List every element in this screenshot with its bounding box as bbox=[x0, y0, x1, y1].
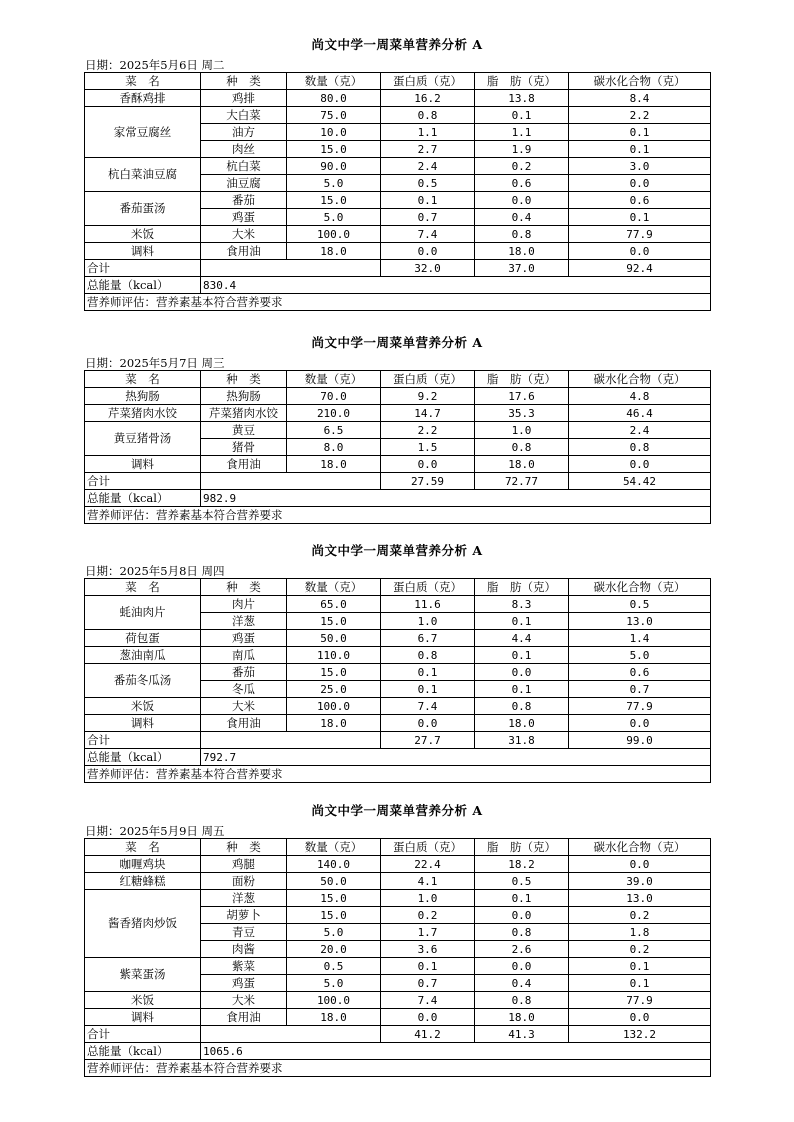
quantity-cell: 18.0 bbox=[287, 715, 381, 732]
quantity-cell: 15.0 bbox=[287, 907, 381, 924]
carb-cell: 13.0 bbox=[569, 890, 711, 907]
total-carb: 132.2 bbox=[569, 1026, 711, 1043]
carb-cell: 5.0 bbox=[569, 647, 711, 664]
column-header: 碳水化合物（克） bbox=[569, 839, 711, 856]
fat-cell: 0.1 bbox=[475, 890, 569, 907]
ingredient-cell: 芹菜猪肉水饺 bbox=[201, 405, 287, 422]
carb-cell: 0.1 bbox=[569, 975, 711, 992]
quantity-cell: 25.0 bbox=[287, 681, 381, 698]
quantity-cell: 70.0 bbox=[287, 388, 381, 405]
carb-cell: 0.1 bbox=[569, 209, 711, 226]
protein-cell: 22.4 bbox=[381, 856, 475, 873]
energy-row bbox=[85, 490, 711, 507]
dish-name-cell: 紫菜蛋汤 bbox=[85, 958, 201, 992]
fat-cell: 0.8 bbox=[475, 226, 569, 243]
carb-cell: 0.6 bbox=[569, 664, 711, 681]
table-row bbox=[85, 192, 711, 209]
carb-cell: 0.8 bbox=[569, 439, 711, 456]
total-fat: 37.0 bbox=[475, 260, 569, 277]
table-row bbox=[85, 647, 711, 664]
dish-name-cell: 香酥鸡排 bbox=[85, 90, 201, 107]
protein-cell: 7.4 bbox=[381, 226, 475, 243]
column-header: 蛋白质（克） bbox=[381, 839, 475, 856]
protein-cell: 0.0 bbox=[381, 456, 475, 473]
table-row bbox=[85, 596, 711, 613]
total-fat: 72.77 bbox=[475, 473, 569, 490]
carb-cell: 0.2 bbox=[569, 907, 711, 924]
fat-cell: 35.3 bbox=[475, 405, 569, 422]
nutrition-table bbox=[84, 72, 711, 311]
quantity-cell: 18.0 bbox=[287, 1009, 381, 1026]
quantity-cell: 90.0 bbox=[287, 158, 381, 175]
ingredient-cell: 鸡腿 bbox=[201, 856, 287, 873]
menu-section bbox=[84, 542, 710, 783]
assessment-row bbox=[85, 1060, 711, 1077]
quantity-cell: 5.0 bbox=[287, 209, 381, 226]
total-protein: 27.7 bbox=[381, 732, 475, 749]
dish-name-cell: 杭白菜油豆腐 bbox=[85, 158, 201, 192]
ingredient-cell: 大米 bbox=[201, 226, 287, 243]
ingredient-cell: 胡萝卜 bbox=[201, 907, 287, 924]
quantity-cell: 5.0 bbox=[287, 975, 381, 992]
quantity-cell: 210.0 bbox=[287, 405, 381, 422]
total-empty-cell bbox=[201, 1026, 381, 1043]
fat-cell: 1.1 bbox=[475, 124, 569, 141]
fat-cell: 18.0 bbox=[475, 1009, 569, 1026]
table-header-row bbox=[85, 371, 711, 388]
carb-cell: 8.4 bbox=[569, 90, 711, 107]
table-row bbox=[85, 992, 711, 1009]
fat-cell: 0.1 bbox=[475, 647, 569, 664]
section-title: 尚文中学一周菜单营养分析 A bbox=[311, 803, 483, 818]
nutritionist-assessment: 营养师评估：营养素基本符合营养要求 bbox=[85, 1060, 711, 1077]
fat-cell: 0.8 bbox=[475, 924, 569, 941]
energy-label: 总能量（kcal） bbox=[85, 490, 201, 507]
total-label: 合计 bbox=[85, 473, 201, 490]
quantity-cell: 140.0 bbox=[287, 856, 381, 873]
fat-cell: 18.2 bbox=[475, 856, 569, 873]
carb-cell: 0.1 bbox=[569, 958, 711, 975]
dish-name-cell: 芹菜猪肉水饺 bbox=[85, 405, 201, 422]
table-row bbox=[85, 456, 711, 473]
protein-cell: 0.7 bbox=[381, 209, 475, 226]
ingredient-cell: 黄豆 bbox=[201, 422, 287, 439]
ingredient-cell: 肉丝 bbox=[201, 141, 287, 158]
dish-name-cell: 米饭 bbox=[85, 992, 201, 1009]
fat-cell: 0.1 bbox=[475, 681, 569, 698]
assessment-row bbox=[85, 294, 711, 311]
dish-name-cell: 米饭 bbox=[85, 698, 201, 715]
protein-cell: 0.0 bbox=[381, 243, 475, 260]
dish-name-cell: 番茄冬瓜汤 bbox=[85, 664, 201, 698]
protein-cell: 4.1 bbox=[381, 873, 475, 890]
dish-name-cell: 调料 bbox=[85, 243, 201, 260]
total-label: 合计 bbox=[85, 1026, 201, 1043]
column-header: 碳水化合物（克） bbox=[569, 73, 711, 90]
protein-cell: 1.5 bbox=[381, 439, 475, 456]
column-header: 蛋白质（克） bbox=[381, 73, 475, 90]
fat-cell: 0.1 bbox=[475, 107, 569, 124]
column-header: 种 类 bbox=[201, 839, 287, 856]
fat-cell: 1.9 bbox=[475, 141, 569, 158]
ingredient-cell: 油方 bbox=[201, 124, 287, 141]
column-header: 蛋白质（克） bbox=[381, 371, 475, 388]
dish-name-cell: 调料 bbox=[85, 456, 201, 473]
ingredient-cell: 肉酱 bbox=[201, 941, 287, 958]
carb-cell: 2.4 bbox=[569, 422, 711, 439]
carb-cell: 1.4 bbox=[569, 630, 711, 647]
table-row bbox=[85, 715, 711, 732]
column-header: 脂 肪（克） bbox=[475, 371, 569, 388]
energy-label: 总能量（kcal） bbox=[85, 277, 201, 294]
section-date: 日期：2025年5月7日 周三 bbox=[85, 356, 225, 370]
ingredient-cell: 番茄 bbox=[201, 664, 287, 681]
quantity-cell: 15.0 bbox=[287, 141, 381, 158]
quantity-cell: 15.0 bbox=[287, 890, 381, 907]
ingredient-cell: 鸡蛋 bbox=[201, 975, 287, 992]
table-row bbox=[85, 388, 711, 405]
fat-cell: 0.8 bbox=[475, 992, 569, 1009]
protein-cell: 0.5 bbox=[381, 175, 475, 192]
dish-name-cell: 荷包蛋 bbox=[85, 630, 201, 647]
fat-cell: 0.4 bbox=[475, 975, 569, 992]
quantity-cell: 50.0 bbox=[287, 630, 381, 647]
quantity-cell: 100.0 bbox=[287, 992, 381, 1009]
carb-cell: 0.0 bbox=[569, 1009, 711, 1026]
fat-cell: 0.6 bbox=[475, 175, 569, 192]
total-carb: 92.4 bbox=[569, 260, 711, 277]
carb-cell: 0.0 bbox=[569, 715, 711, 732]
ingredient-cell: 食用油 bbox=[201, 715, 287, 732]
assessment-row bbox=[85, 766, 711, 783]
ingredient-cell: 大米 bbox=[201, 698, 287, 715]
table-row bbox=[85, 243, 711, 260]
ingredient-cell: 鸡蛋 bbox=[201, 209, 287, 226]
table-row bbox=[85, 890, 711, 907]
quantity-cell: 100.0 bbox=[287, 226, 381, 243]
dish-name-cell: 家常豆腐丝 bbox=[85, 107, 201, 158]
total-empty-cell bbox=[201, 260, 381, 277]
ingredient-cell: 洋葱 bbox=[201, 613, 287, 630]
column-header: 碳水化合物（克） bbox=[569, 371, 711, 388]
ingredient-cell: 肉片 bbox=[201, 596, 287, 613]
column-header: 碳水化合物（克） bbox=[569, 579, 711, 596]
energy-value: 792.7 bbox=[201, 749, 711, 766]
carb-cell: 0.0 bbox=[569, 175, 711, 192]
column-header: 脂 肪（克） bbox=[475, 839, 569, 856]
column-header: 种 类 bbox=[201, 371, 287, 388]
protein-cell: 0.8 bbox=[381, 647, 475, 664]
ingredient-cell: 青豆 bbox=[201, 924, 287, 941]
ingredient-cell: 食用油 bbox=[201, 456, 287, 473]
protein-cell: 11.6 bbox=[381, 596, 475, 613]
fat-cell: 18.0 bbox=[475, 715, 569, 732]
menu-section bbox=[84, 334, 710, 524]
carb-cell: 0.6 bbox=[569, 192, 711, 209]
fat-cell: 1.0 bbox=[475, 422, 569, 439]
menu-section bbox=[84, 802, 710, 1077]
table-row bbox=[85, 958, 711, 975]
nutritionist-assessment: 营养师评估：营养素基本符合营养要求 bbox=[85, 766, 711, 783]
carb-cell: 0.5 bbox=[569, 596, 711, 613]
column-header: 菜 名 bbox=[85, 73, 201, 90]
quantity-cell: 18.0 bbox=[287, 456, 381, 473]
section-date: 日期：2025年5月8日 周四 bbox=[85, 564, 225, 578]
carb-cell: 3.0 bbox=[569, 158, 711, 175]
quantity-cell: 20.0 bbox=[287, 941, 381, 958]
section-title: 尚文中学一周菜单营养分析 A bbox=[311, 37, 483, 52]
protein-cell: 7.4 bbox=[381, 992, 475, 1009]
total-row bbox=[85, 732, 711, 749]
table-header-row bbox=[85, 579, 711, 596]
carb-cell: 0.1 bbox=[569, 141, 711, 158]
protein-cell: 14.7 bbox=[381, 405, 475, 422]
section-title: 尚文中学一周菜单营养分析 A bbox=[311, 335, 483, 350]
dish-name-cell: 番茄蛋汤 bbox=[85, 192, 201, 226]
fat-cell: 13.8 bbox=[475, 90, 569, 107]
nutrition-table bbox=[84, 578, 711, 783]
quantity-cell: 15.0 bbox=[287, 613, 381, 630]
protein-cell: 2.4 bbox=[381, 158, 475, 175]
protein-cell: 0.8 bbox=[381, 107, 475, 124]
total-row bbox=[85, 260, 711, 277]
ingredient-cell: 鸡蛋 bbox=[201, 630, 287, 647]
protein-cell: 2.7 bbox=[381, 141, 475, 158]
fat-cell: 18.0 bbox=[475, 456, 569, 473]
carb-cell: 0.0 bbox=[569, 856, 711, 873]
protein-cell: 1.7 bbox=[381, 924, 475, 941]
total-empty-cell bbox=[201, 732, 381, 749]
energy-row bbox=[85, 1043, 711, 1060]
total-fat: 31.8 bbox=[475, 732, 569, 749]
energy-label: 总能量（kcal） bbox=[85, 749, 201, 766]
quantity-cell: 18.0 bbox=[287, 243, 381, 260]
protein-cell: 1.0 bbox=[381, 890, 475, 907]
fat-cell: 0.0 bbox=[475, 958, 569, 975]
protein-cell: 3.6 bbox=[381, 941, 475, 958]
protein-cell: 0.1 bbox=[381, 958, 475, 975]
ingredient-cell: 猪骨 bbox=[201, 439, 287, 456]
ingredient-cell: 杭白菜 bbox=[201, 158, 287, 175]
carb-cell: 77.9 bbox=[569, 226, 711, 243]
total-protein: 41.2 bbox=[381, 1026, 475, 1043]
fat-cell: 0.8 bbox=[475, 698, 569, 715]
total-carb: 99.0 bbox=[569, 732, 711, 749]
table-row bbox=[85, 405, 711, 422]
dish-name-cell: 葱油南瓜 bbox=[85, 647, 201, 664]
table-row bbox=[85, 1009, 711, 1026]
total-label: 合计 bbox=[85, 260, 201, 277]
dish-name-cell: 红糖蜂糕 bbox=[85, 873, 201, 890]
protein-cell: 7.4 bbox=[381, 698, 475, 715]
quantity-cell: 5.0 bbox=[287, 175, 381, 192]
quantity-cell: 75.0 bbox=[287, 107, 381, 124]
protein-cell: 0.2 bbox=[381, 907, 475, 924]
energy-label: 总能量（kcal） bbox=[85, 1043, 201, 1060]
ingredient-cell: 大白菜 bbox=[201, 107, 287, 124]
fat-cell: 4.4 bbox=[475, 630, 569, 647]
protein-cell: 1.0 bbox=[381, 613, 475, 630]
column-header: 数量（克） bbox=[287, 371, 381, 388]
column-header: 数量（克） bbox=[287, 839, 381, 856]
quantity-cell: 10.0 bbox=[287, 124, 381, 141]
ingredient-cell: 食用油 bbox=[201, 243, 287, 260]
protein-cell: 0.1 bbox=[381, 664, 475, 681]
dish-name-cell: 黄豆猪骨汤 bbox=[85, 422, 201, 456]
fat-cell: 0.0 bbox=[475, 907, 569, 924]
nutritionist-assessment: 营养师评估：营养素基本符合营养要求 bbox=[85, 294, 711, 311]
protein-cell: 0.1 bbox=[381, 192, 475, 209]
quantity-cell: 6.5 bbox=[287, 422, 381, 439]
column-header: 种 类 bbox=[201, 579, 287, 596]
table-header-row bbox=[85, 73, 711, 90]
ingredient-cell: 油豆腐 bbox=[201, 175, 287, 192]
fat-cell: 0.2 bbox=[475, 158, 569, 175]
dish-name-cell: 酱香猪肉炒饭 bbox=[85, 890, 201, 958]
carb-cell: 0.0 bbox=[569, 243, 711, 260]
ingredient-cell: 热狗肠 bbox=[201, 388, 287, 405]
quantity-cell: 5.0 bbox=[287, 924, 381, 941]
total-carb: 54.42 bbox=[569, 473, 711, 490]
table-row bbox=[85, 158, 711, 175]
dish-name-cell: 蚝油肉片 bbox=[85, 596, 201, 630]
fat-cell: 0.0 bbox=[475, 664, 569, 681]
fat-cell: 2.6 bbox=[475, 941, 569, 958]
ingredient-cell: 面粉 bbox=[201, 873, 287, 890]
total-protein: 32.0 bbox=[381, 260, 475, 277]
fat-cell: 0.4 bbox=[475, 209, 569, 226]
ingredient-cell: 洋葱 bbox=[201, 890, 287, 907]
section-date: 日期：2025年5月9日 周五 bbox=[85, 824, 225, 838]
nutritionist-assessment: 营养师评估：营养素基本符合营养要求 bbox=[85, 507, 711, 524]
column-header: 数量（克） bbox=[287, 579, 381, 596]
quantity-cell: 15.0 bbox=[287, 192, 381, 209]
nutrition-table bbox=[84, 838, 711, 1077]
protein-cell: 1.1 bbox=[381, 124, 475, 141]
energy-value: 1065.6 bbox=[201, 1043, 711, 1060]
dish-name-cell: 米饭 bbox=[85, 226, 201, 243]
protein-cell: 6.7 bbox=[381, 630, 475, 647]
fat-cell: 0.1 bbox=[475, 613, 569, 630]
fat-cell: 0.8 bbox=[475, 439, 569, 456]
section-title: 尚文中学一周菜单营养分析 A bbox=[311, 543, 483, 558]
column-header: 脂 肪（克） bbox=[475, 579, 569, 596]
assessment-row bbox=[85, 507, 711, 524]
carb-cell: 0.7 bbox=[569, 681, 711, 698]
carb-cell: 13.0 bbox=[569, 613, 711, 630]
column-header: 菜 名 bbox=[85, 839, 201, 856]
protein-cell: 16.2 bbox=[381, 90, 475, 107]
column-header: 脂 肪（克） bbox=[475, 73, 569, 90]
fat-cell: 0.0 bbox=[475, 192, 569, 209]
table-row bbox=[85, 698, 711, 715]
carb-cell: 77.9 bbox=[569, 992, 711, 1009]
nutrition-table bbox=[84, 370, 711, 524]
column-header: 种 类 bbox=[201, 73, 287, 90]
total-label: 合计 bbox=[85, 732, 201, 749]
ingredient-cell: 冬瓜 bbox=[201, 681, 287, 698]
table-row bbox=[85, 873, 711, 890]
carb-cell: 1.8 bbox=[569, 924, 711, 941]
table-row bbox=[85, 630, 711, 647]
carb-cell: 2.2 bbox=[569, 107, 711, 124]
total-row bbox=[85, 473, 711, 490]
protein-cell: 0.1 bbox=[381, 681, 475, 698]
menu-section bbox=[84, 36, 710, 311]
quantity-cell: 50.0 bbox=[287, 873, 381, 890]
ingredient-cell: 鸡排 bbox=[201, 90, 287, 107]
protein-cell: 0.0 bbox=[381, 1009, 475, 1026]
quantity-cell: 0.5 bbox=[287, 958, 381, 975]
fat-cell: 0.5 bbox=[475, 873, 569, 890]
ingredient-cell: 紫菜 bbox=[201, 958, 287, 975]
total-protein: 27.59 bbox=[381, 473, 475, 490]
column-header: 菜 名 bbox=[85, 371, 201, 388]
column-header: 数量（克） bbox=[287, 73, 381, 90]
protein-cell: 0.0 bbox=[381, 715, 475, 732]
ingredient-cell: 食用油 bbox=[201, 1009, 287, 1026]
ingredient-cell: 番茄 bbox=[201, 192, 287, 209]
quantity-cell: 100.0 bbox=[287, 698, 381, 715]
protein-cell: 2.2 bbox=[381, 422, 475, 439]
quantity-cell: 65.0 bbox=[287, 596, 381, 613]
carb-cell: 0.1 bbox=[569, 124, 711, 141]
column-header: 菜 名 bbox=[85, 579, 201, 596]
dish-name-cell: 调料 bbox=[85, 1009, 201, 1026]
energy-value: 830.4 bbox=[201, 277, 711, 294]
carb-cell: 39.0 bbox=[569, 873, 711, 890]
fat-cell: 17.6 bbox=[475, 388, 569, 405]
quantity-cell: 110.0 bbox=[287, 647, 381, 664]
total-row bbox=[85, 1026, 711, 1043]
table-row bbox=[85, 90, 711, 107]
table-header-row bbox=[85, 839, 711, 856]
column-header: 蛋白质（克） bbox=[381, 579, 475, 596]
total-empty-cell bbox=[201, 473, 381, 490]
dish-name-cell: 热狗肠 bbox=[85, 388, 201, 405]
carb-cell: 4.8 bbox=[569, 388, 711, 405]
table-row bbox=[85, 856, 711, 873]
protein-cell: 9.2 bbox=[381, 388, 475, 405]
energy-value: 982.9 bbox=[201, 490, 711, 507]
table-row bbox=[85, 226, 711, 243]
carb-cell: 0.0 bbox=[569, 456, 711, 473]
table-row bbox=[85, 107, 711, 124]
fat-cell: 18.0 bbox=[475, 243, 569, 260]
total-fat: 41.3 bbox=[475, 1026, 569, 1043]
carb-cell: 46.4 bbox=[569, 405, 711, 422]
quantity-cell: 15.0 bbox=[287, 664, 381, 681]
carb-cell: 0.2 bbox=[569, 941, 711, 958]
ingredient-cell: 大米 bbox=[201, 992, 287, 1009]
carb-cell: 77.9 bbox=[569, 698, 711, 715]
protein-cell: 0.7 bbox=[381, 975, 475, 992]
quantity-cell: 8.0 bbox=[287, 439, 381, 456]
energy-row bbox=[85, 749, 711, 766]
quantity-cell: 80.0 bbox=[287, 90, 381, 107]
table-row bbox=[85, 664, 711, 681]
table-row bbox=[85, 422, 711, 439]
dish-name-cell: 调料 bbox=[85, 715, 201, 732]
dish-name-cell: 咖喱鸡块 bbox=[85, 856, 201, 873]
energy-row bbox=[85, 277, 711, 294]
section-date: 日期：2025年5月6日 周二 bbox=[85, 58, 225, 72]
fat-cell: 8.3 bbox=[475, 596, 569, 613]
ingredient-cell: 南瓜 bbox=[201, 647, 287, 664]
